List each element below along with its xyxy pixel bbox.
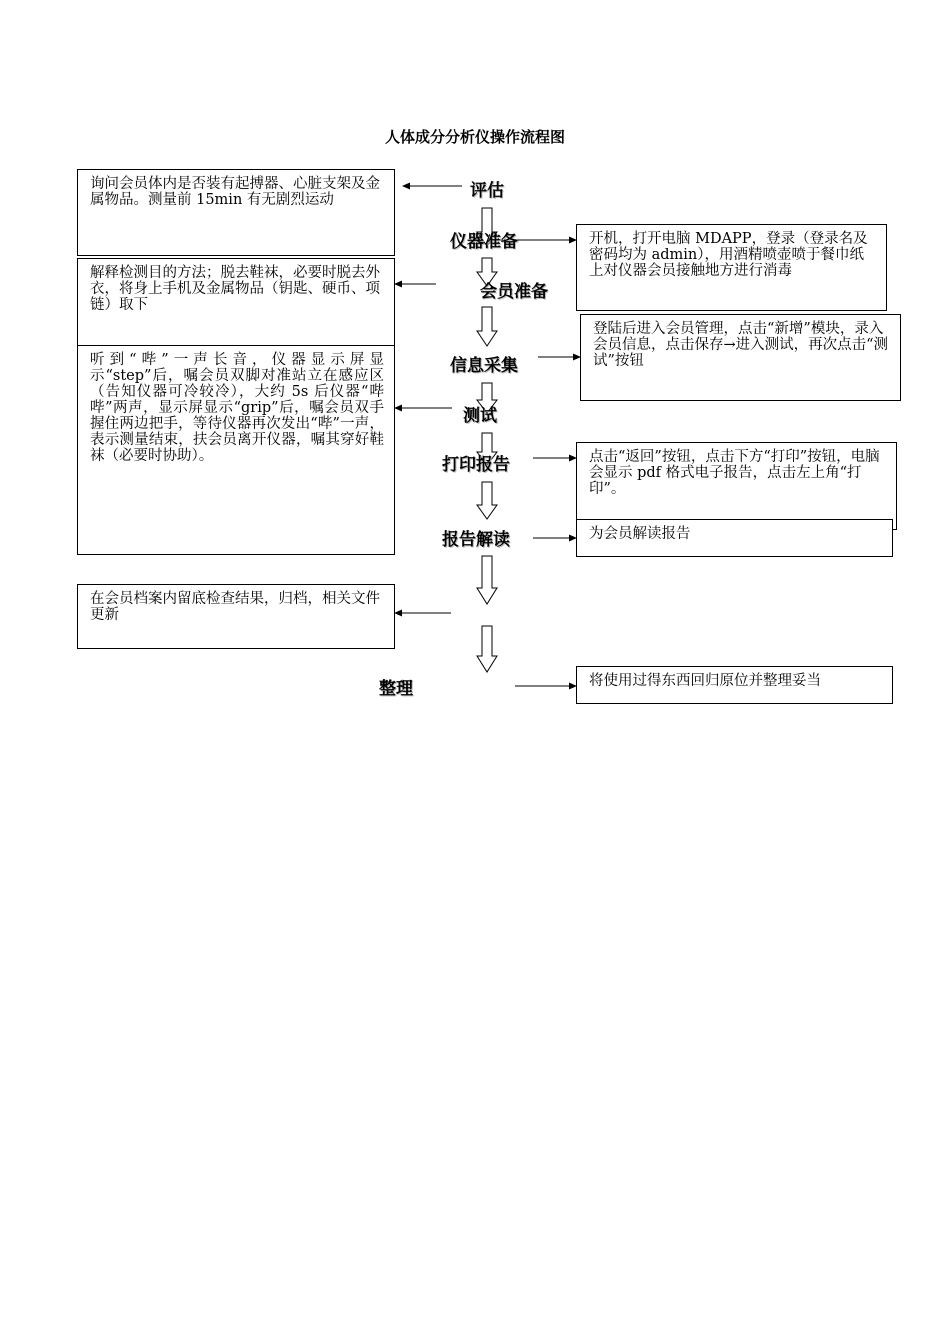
instrument-note-box — [576, 224, 887, 311]
archive-note-text: 在会员档案内留底检查结果，归档，相关文件更新 — [90, 591, 380, 623]
instrument-note-text: 开机，打开电脑 MDAPP，登录（登录名及密码均为 admin），用酒精喷壶喷于餐巾纸上对仪器会员接触地方进行消毒 — [589, 231, 868, 279]
down-arrow-3 — [477, 307, 497, 346]
step-collect: 信息采集 — [450, 356, 518, 376]
member-note-text: 解释检测目的方法；脱去鞋袜，必要时脱去外衣，将身上手机及金属物品（钥匙、硬币、项链）取下 — [90, 265, 380, 313]
read-note-text: 为会员解读报告 — [589, 526, 691, 542]
print-note-box — [576, 442, 897, 530]
tidy-note-text: 将使用过得东西回归原位并整理妥当 — [589, 673, 821, 689]
step-tidy: 整理 — [379, 679, 413, 699]
step-test: 测试 — [463, 406, 497, 426]
read-note-box — [576, 519, 893, 557]
step-member: 会员准备 — [480, 282, 548, 302]
test-note-box — [77, 345, 395, 555]
tidy-note-box — [576, 666, 893, 704]
archive-note-box — [77, 584, 395, 649]
assess-note-box — [77, 169, 395, 256]
step-assess: 评估 — [470, 181, 504, 201]
down-arrow-7 — [477, 556, 497, 604]
step-print: 打印报告 — [442, 455, 510, 475]
step-instrument: 仪器准备 — [450, 232, 518, 252]
step-read: 报告解读 — [442, 530, 510, 550]
assess-note-text: 询问会员体内是否装有起搏器、心脏支架及金属物品。测量前 15min 有无剧烈运动 — [90, 176, 380, 208]
page-title: 人体成分分析仪操作流程图 — [384, 128, 565, 146]
member-note-box — [77, 258, 395, 346]
collect-note-text: 登陆后进入会员管理，点击“新增”模块，录入会员信息，点击保存→进入测试，再次点击“测试”按钮 — [593, 321, 889, 369]
print-note-text: 点击“返回”按钮，点击下方“打印”按钮，电脑会显示 pdf 格式电子报告，点击左上角“打印”。 — [589, 449, 880, 497]
down-arrow-6 — [477, 482, 497, 519]
collect-note-box — [580, 314, 901, 401]
down-arrow-8 — [477, 626, 497, 672]
test-note-text: 听到“哔”一声长音，仪器显示屏显示“step”后，嘱会员双脚对准站立在感应区（告知仪器可冷较冷），大约 5s 后仪器“哔哔”两声，显示屏显示“grip”后，嘱会员双手握住两边把手，等待仪器再次发出“哔”一声，表示测量结束，扶会员离开仪器，嘱其穿好鞋袜（必要时协助）。 — [90, 352, 384, 464]
